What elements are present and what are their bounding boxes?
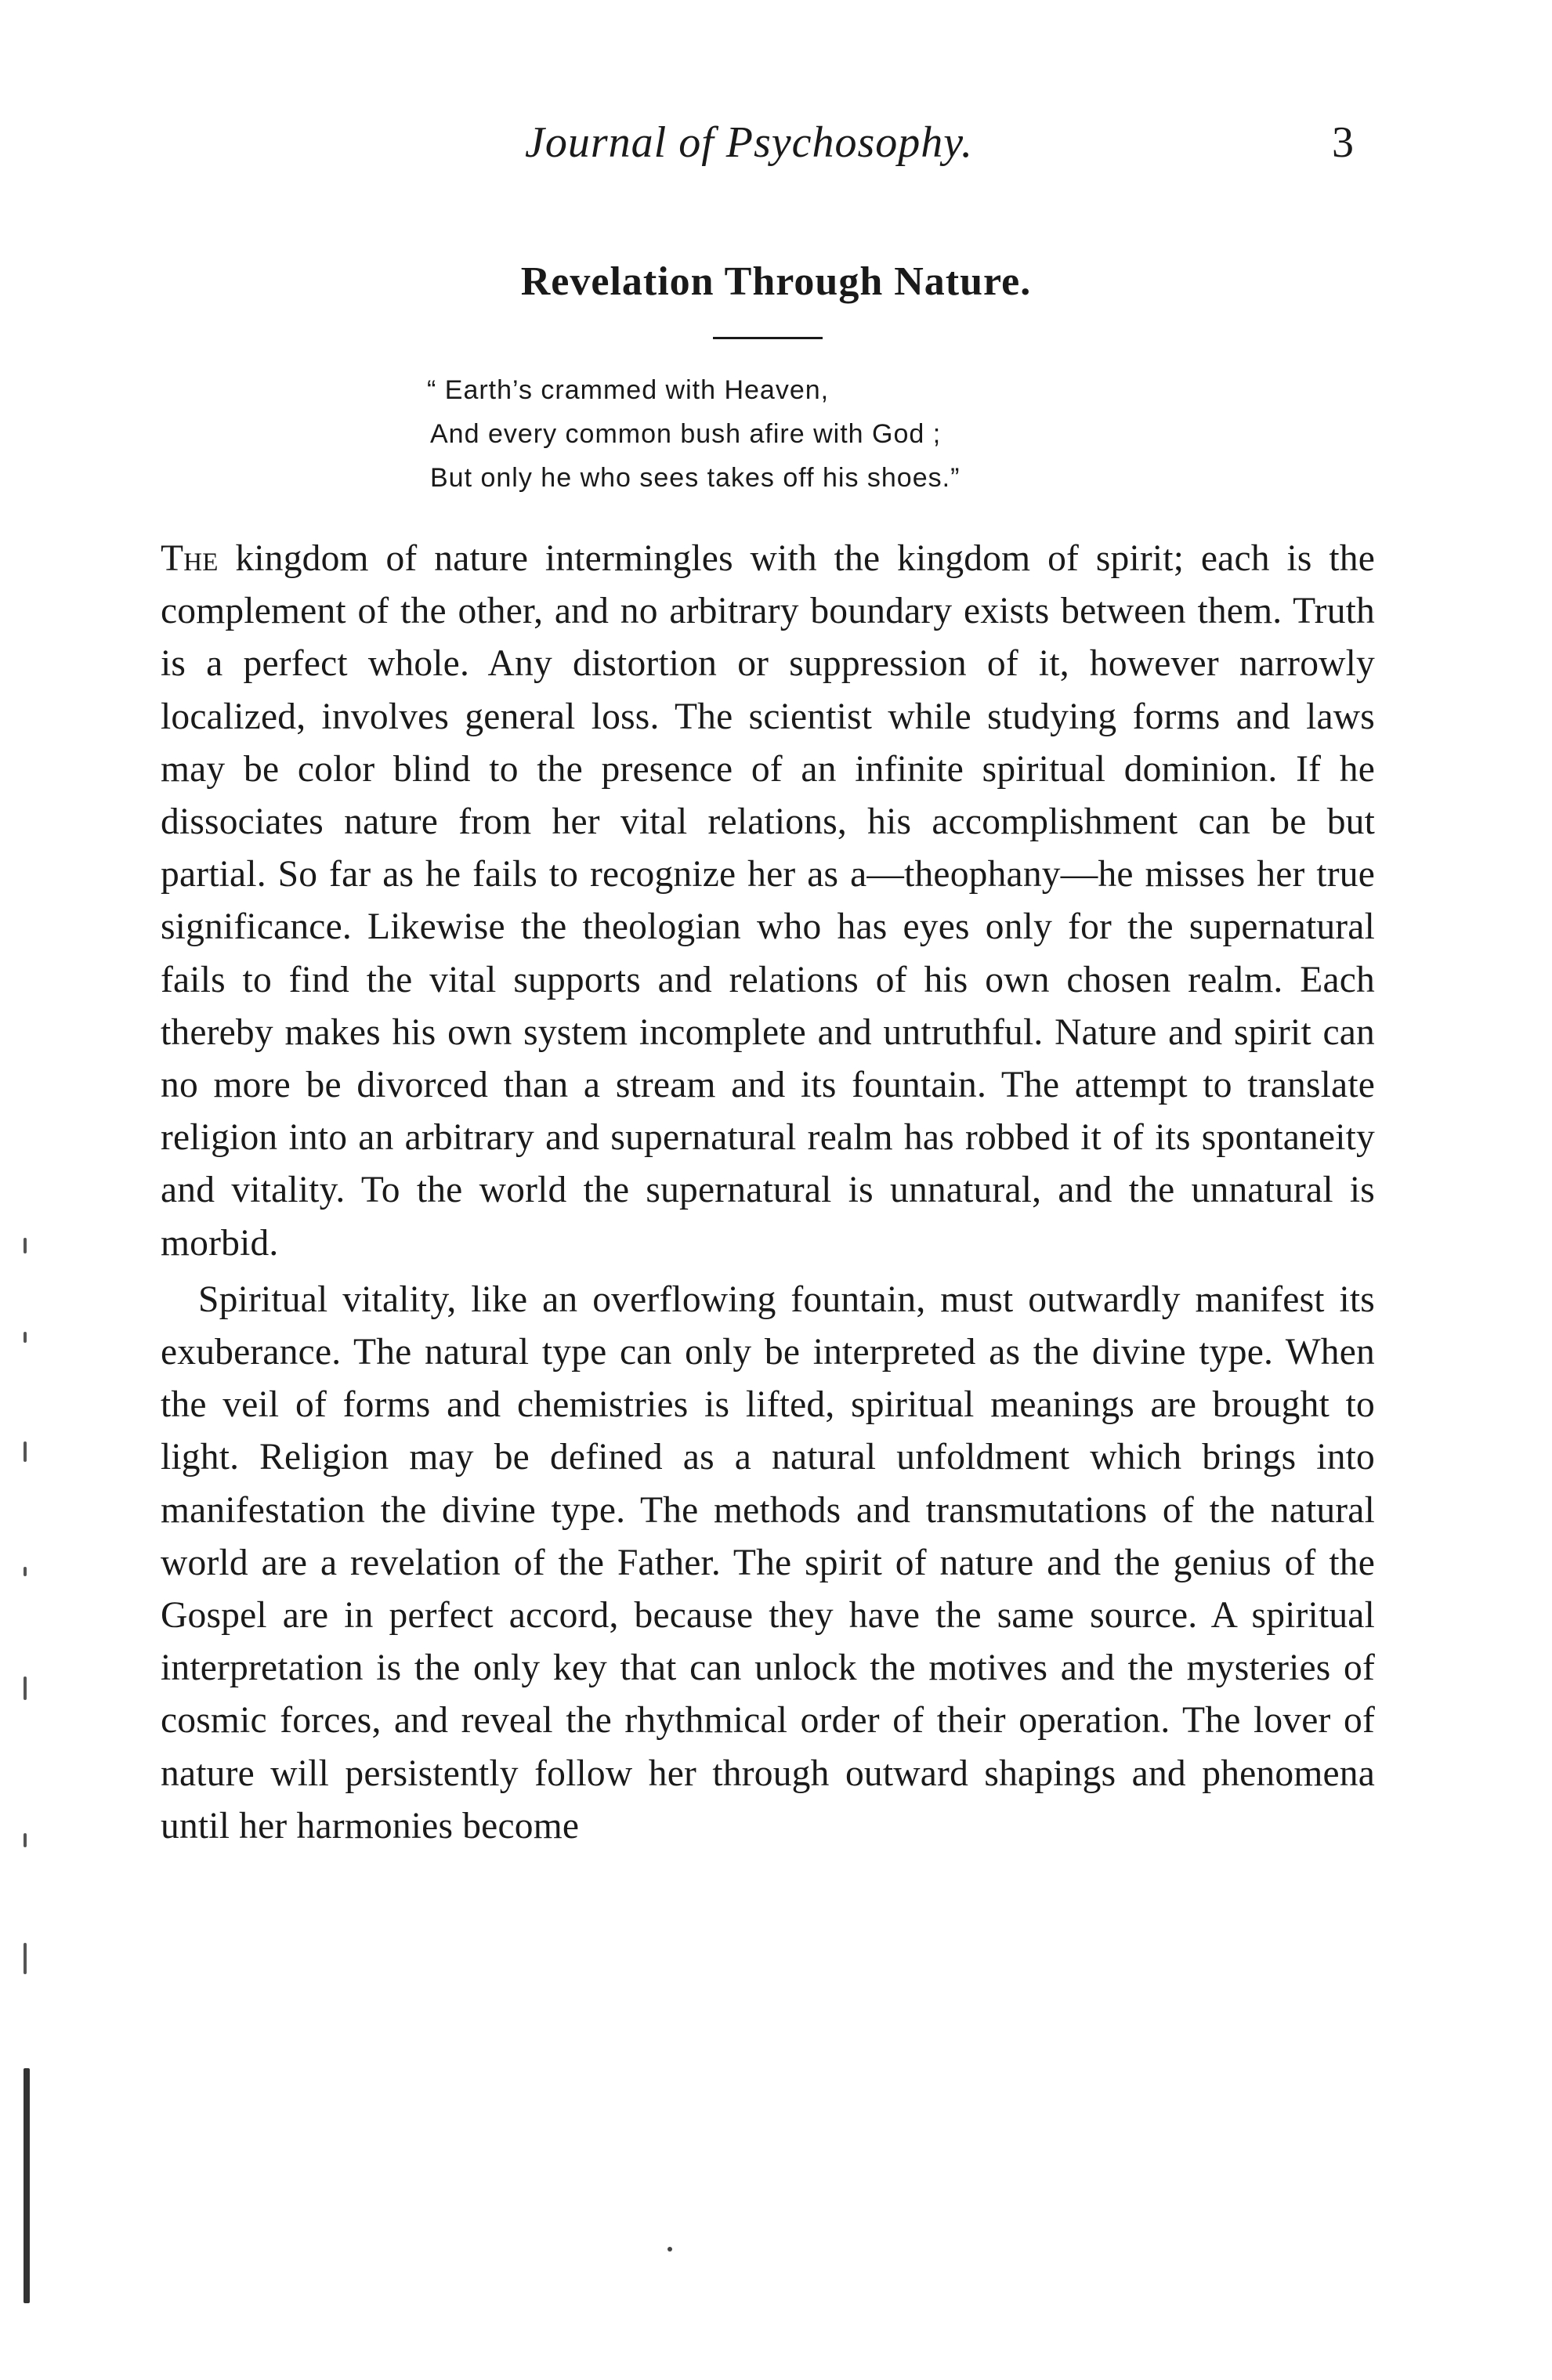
paragraph-1-text: kingdom of nature intermingles with the kingdom of spirit; each is the complement of the other, and no arbitrary boundary exists between them. Truth is a perfect whole. Any distortion or suppression of it, however narrowly localized, involves general loss. The scientist while studying forms and laws may be color blind to the presence of an infinite spiritual dominion. If he dissociates nature from her vital relations, his accomplishment can be but partial. So far as he fails to recognize her as a—theophany—he misses her true significance. Likewise the theologian who has eyes only for the supernatural fails to find the vital supports and relations of his own chosen realm. Each thereby makes his own system incomplete and untruthful. Nature and spirit can no more be divorced than a stream and its fountain. The attempt to translate religion into an arbitrary and supernatural realm has robbed it of its spontaneity and vitality. To the world the supernatural is unnatural, and the unnatural is morbid. (161, 538, 1375, 1264)
speck (24, 1943, 27, 1974)
running-title: Journal of Psychosophy. (525, 118, 974, 167)
title-rule (713, 337, 823, 339)
page-number: 3 (1332, 118, 1354, 167)
paragraph-1-lead: The (161, 538, 219, 579)
epigraph-line-2: And every common bush afire with God ; (430, 419, 942, 449)
epigraph (427, 368, 1132, 500)
speck (24, 1676, 27, 1700)
speck (24, 1332, 27, 1343)
speck (24, 1441, 27, 1462)
speck (24, 1567, 27, 1576)
article-title: Revelation Through Nature. (520, 259, 1032, 304)
speck (24, 2068, 30, 2303)
speck (24, 1833, 27, 1847)
body-text (161, 533, 1375, 1853)
paragraph-2: Spiritual vitality, like an overflowing fountain, must outwardly manifest its exuberance. The natural type can only be interpreted as the divine type. When the veil of forms and chemistries is lifted, spiritual meanings are brought to light. Religion may be defined as a natural unfoldment which brings into manifestation the divine type. The methods and transmutations of the natural world are a revelation of the Father. The spirit of nature and the genius of the Gospel are in perfect accord, because they have the same source. A spiritual interpretation is the only key that can unlock the motives and the mysteries of cosmic forces, and reveal the rhythmical order of their operation. The lover of nature will persistently follow her through outward shapings and phenomena until her harmonies become (161, 1279, 1375, 1846)
ink-dot (667, 2247, 672, 2252)
binding-edge-specks (24, 1238, 55, 2335)
epigraph-line-3: But only he who sees takes off his shoes.” (430, 463, 961, 493)
paragraph-1 (161, 533, 1375, 1270)
running-head (0, 118, 1552, 180)
epigraph-line-1: “ Earth’s crammed with Heaven, (427, 375, 830, 405)
speck (24, 1238, 27, 1253)
